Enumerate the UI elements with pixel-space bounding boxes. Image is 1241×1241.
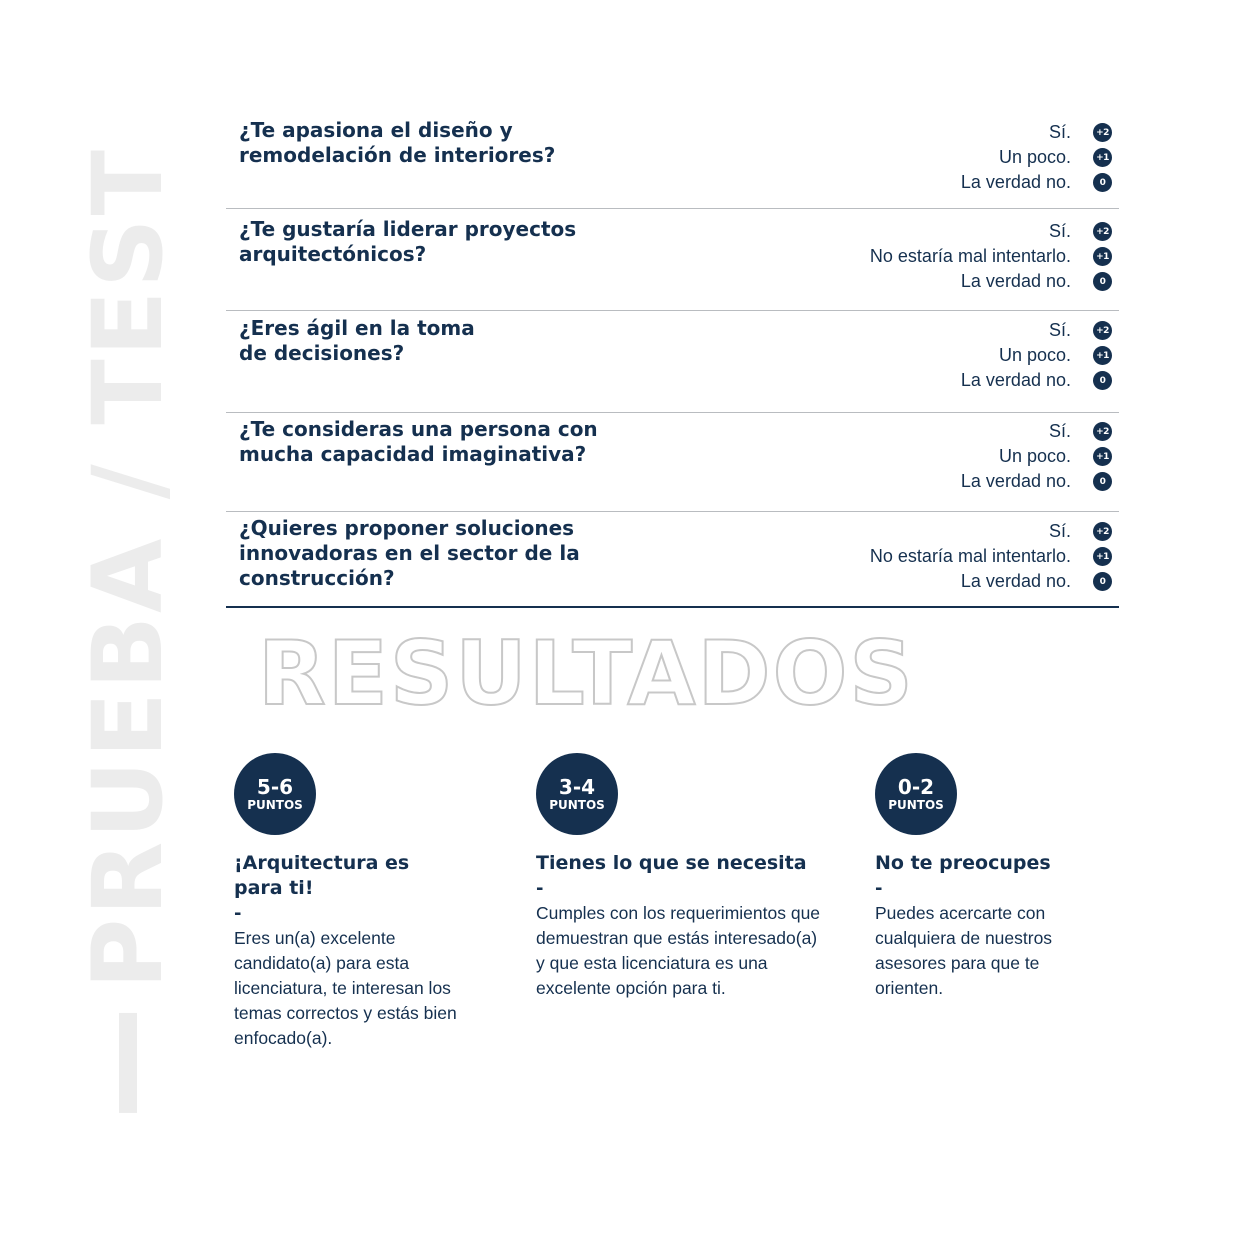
answer-option[interactable] (961, 318, 1112, 343)
answer-options (961, 318, 1112, 393)
points-range: 0-2 (897, 775, 935, 799)
option-label: La verdad no. (960, 370, 1071, 390)
points-badge: 0 (1093, 472, 1112, 491)
option-label: No estaría mal intentarlo. (869, 246, 1071, 266)
answer-option[interactable] (961, 419, 1112, 444)
question-text: ¿Te consideras una persona con mucha capacidad imaginativa? (239, 417, 598, 466)
option-label: La verdad no. (960, 471, 1071, 491)
option-label: La verdad no. (960, 172, 1071, 192)
points-badge: +1 (1093, 148, 1112, 167)
side-title-text: PRUEBA / TEST (72, 147, 184, 989)
answer-option[interactable] (961, 469, 1112, 494)
option-label: Sí. (1048, 320, 1071, 340)
result-title: ¡Arquitectura es para ti! (234, 852, 410, 899)
side-title (72, 147, 184, 1113)
result-dash: - (234, 903, 242, 924)
points-badge: +1 (1093, 247, 1112, 266)
answer-options (961, 120, 1112, 195)
points-unit: PUNTOS (888, 798, 944, 812)
answer-option[interactable] (961, 145, 1112, 170)
question-row (226, 112, 1119, 209)
questions-list (226, 112, 1119, 608)
answer-option[interactable] (870, 519, 1112, 544)
question-row (226, 512, 1119, 608)
option-label: Un poco. (998, 345, 1071, 365)
answer-option[interactable] (870, 544, 1112, 569)
question-row (226, 209, 1119, 311)
answer-options (870, 219, 1112, 294)
points-badge: +2 (1093, 522, 1112, 541)
option-label: No estaría mal intentarlo. (869, 546, 1071, 566)
answer-option[interactable] (961, 343, 1112, 368)
question-row (226, 311, 1119, 413)
question-text: ¿Quieres proponer soluciones innovadoras en el sector de la construcción? (239, 516, 580, 590)
result-description: Cumples con los requerimientos que demuestran que estás interesado(a) y que esta licenciatura es una excelente opción para ti. (536, 903, 821, 998)
points-badge: +1 (1093, 547, 1112, 566)
result-dash: - (875, 878, 883, 899)
answer-option[interactable] (961, 368, 1112, 393)
points-badge: 0 (1093, 371, 1112, 390)
points-range: 3-4 (558, 775, 596, 799)
answer-option[interactable] (870, 244, 1112, 269)
option-label: La verdad no. (960, 271, 1071, 291)
points-circle (875, 753, 957, 835)
answer-option[interactable] (870, 219, 1112, 244)
points-circle (536, 753, 618, 835)
answer-option[interactable] (870, 269, 1112, 294)
result-card-high (234, 753, 459, 1051)
option-label: Sí. (1048, 221, 1071, 241)
option-label: Sí. (1048, 421, 1071, 441)
points-badge: 0 (1093, 572, 1112, 591)
points-range: 5-6 (256, 775, 294, 799)
question-text: ¿Te gustaría liderar proyectos arquitectónicos? (239, 217, 577, 266)
points-badge: +2 (1093, 422, 1112, 441)
option-label: Sí. (1048, 521, 1071, 541)
points-unit: PUNTOS (247, 798, 303, 812)
points-badge: 0 (1093, 173, 1112, 192)
answer-option[interactable] (870, 569, 1112, 594)
answer-options (961, 419, 1112, 494)
question-text: ¿Eres ágil en la toma de decisiones? (239, 316, 475, 365)
option-label: Un poco. (998, 147, 1071, 167)
answer-options (870, 519, 1112, 594)
result-description: Eres un(a) excelente candidato(a) para esta licenciatura, te interesan los temas correctos y estás bien enfocado(a). (234, 928, 457, 1048)
result-description: Puedes acercarte con cualquiera de nuestros asesores para que te orienten. (875, 903, 1053, 998)
option-label: La verdad no. (960, 571, 1071, 591)
question-text: ¿Te apasiona el diseño y remodelación de interiores? (239, 118, 556, 167)
points-badge: +1 (1093, 346, 1112, 365)
answer-option[interactable] (961, 444, 1112, 469)
points-unit: PUNTOS (549, 798, 605, 812)
option-label: Un poco. (998, 446, 1071, 466)
result-title: Tienes lo que se necesita (536, 852, 807, 874)
question-row (226, 413, 1119, 512)
points-badge: +1 (1093, 447, 1112, 466)
points-badge: 0 (1093, 272, 1112, 291)
points-badge: +2 (1093, 123, 1112, 142)
option-label: Sí. (1048, 122, 1071, 142)
answer-option[interactable] (961, 120, 1112, 145)
answer-option[interactable] (961, 170, 1112, 195)
points-circle (234, 753, 316, 835)
result-title: No te preocupes (875, 852, 1051, 874)
results-title: RESULTADOS (258, 622, 915, 725)
points-badge: +2 (1093, 222, 1112, 241)
points-badge: +2 (1093, 321, 1112, 340)
title-bar-decoration (119, 1013, 137, 1113)
result-dash: - (536, 878, 544, 899)
result-card-mid (536, 753, 821, 1001)
result-card-low (875, 753, 1090, 1001)
